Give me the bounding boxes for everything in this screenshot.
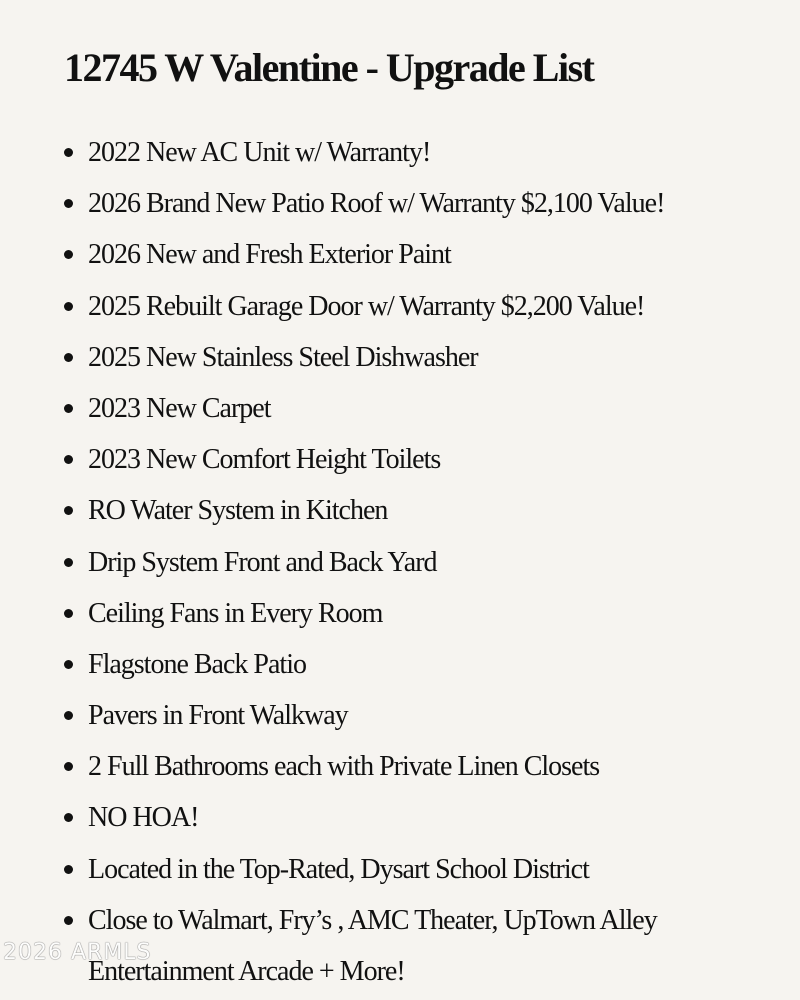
list-item: 2026 New and Fresh Exterior Paint — [64, 229, 664, 280]
bullet-icon — [64, 506, 73, 515]
list-item: 2022 New AC Unit w/ Warranty! — [64, 127, 664, 178]
list-item: Drip System Front and Back Yard — [64, 537, 664, 588]
bullet-icon — [64, 762, 73, 771]
bullet-icon — [64, 660, 73, 669]
list-item-continuation: Entertainment Arcade + More! — [88, 956, 405, 987]
bullet-icon — [64, 455, 73, 464]
upgrade-list — [64, 127, 664, 997]
bullet-icon — [64, 250, 73, 259]
bullet-icon — [64, 199, 73, 208]
list-item: Close to Walmart, Fry’s , AMC Theater, UpTown Alley — [64, 895, 664, 946]
list-item: 2026 Brand New Patio Roof w/ Warranty $2,100 Value! — [64, 178, 664, 229]
bullet-icon — [64, 558, 73, 567]
list-item: 2025 New Stainless Steel Dishwasher — [64, 332, 664, 383]
bullet-icon — [64, 865, 73, 874]
list-item: Flagstone Back Patio — [64, 639, 664, 690]
bullet-icon — [64, 148, 73, 157]
bullet-icon — [64, 353, 73, 362]
bullet-icon — [64, 609, 73, 618]
list-item: Located in the Top-Rated, Dysart School District — [64, 844, 664, 895]
bullet-icon — [64, 404, 73, 413]
list-item: NO HOA! — [64, 792, 664, 843]
list-item: 2 Full Bathrooms each with Private Linen Closets — [64, 741, 664, 792]
page-title: 12745 W Valentine - Upgrade List — [64, 45, 594, 90]
bullet-icon — [64, 302, 73, 311]
list-item: 2023 New Carpet — [64, 383, 664, 434]
watermark: 2026 ARMLS — [3, 940, 152, 965]
bullet-icon — [64, 916, 73, 925]
list-item: RO Water System in Kitchen — [64, 485, 664, 536]
bullet-icon — [64, 813, 73, 822]
list-item: Pavers in Front Walkway — [64, 690, 664, 741]
bullet-icon — [64, 711, 73, 720]
list-item: 2023 New Comfort Height Toilets — [64, 434, 664, 485]
list-item: Ceiling Fans in Every Room — [64, 588, 664, 639]
list-item: 2025 Rebuilt Garage Door w/ Warranty $2,200 Value! — [64, 281, 664, 332]
